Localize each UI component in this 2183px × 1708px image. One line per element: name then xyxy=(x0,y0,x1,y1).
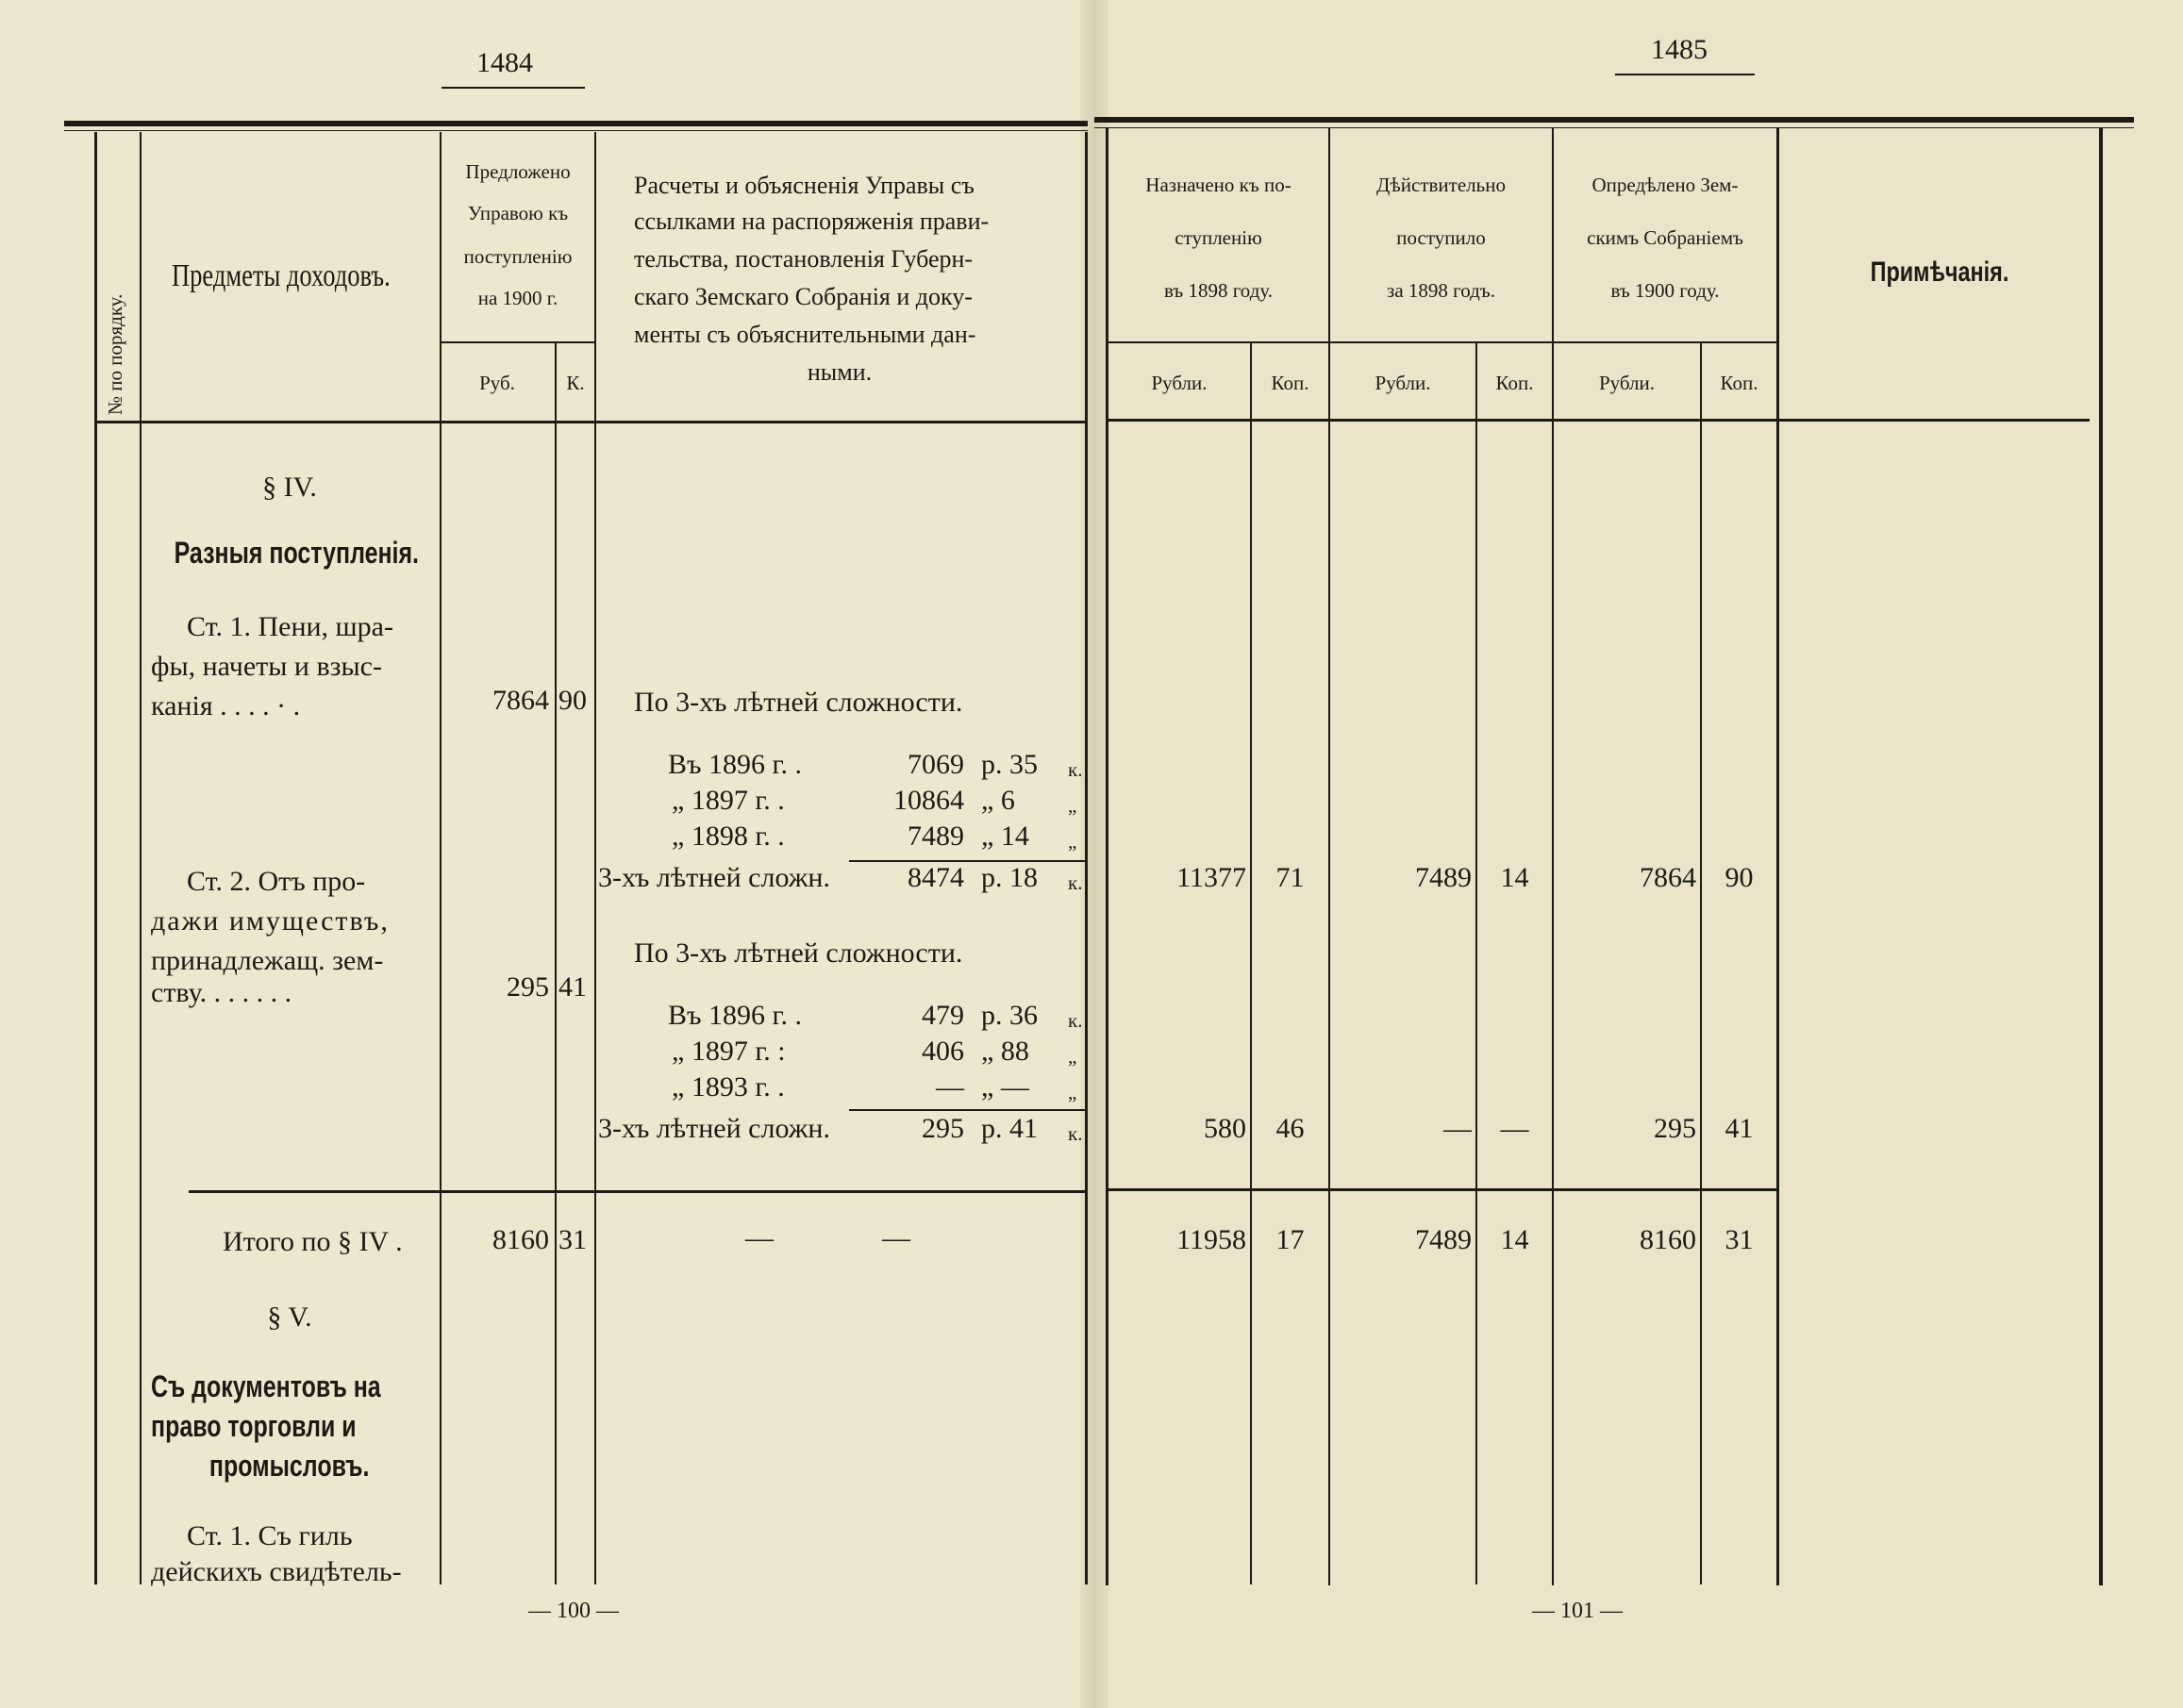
art1-total-value: 8474 xyxy=(908,862,964,893)
vline-assigned-kop xyxy=(1250,341,1252,1584)
art2-year-3-unit: „ — xyxy=(981,1071,1029,1103)
art1-year-2-value: 10864 xyxy=(893,785,964,816)
footer-left: — 100 — xyxy=(528,1599,619,1623)
vline-items xyxy=(440,132,442,1584)
art1-line-2: фы, начеты и взыс- xyxy=(151,651,382,682)
section4-total-determined-kop: 31 xyxy=(1725,1224,1754,1255)
header-rub-3: Рубли. xyxy=(1598,372,1656,394)
section4-heading: Разныя поступленія. xyxy=(174,536,419,570)
art2-year-3-k: „ xyxy=(1068,1081,1077,1103)
header-proposed-4: на 1900 г. xyxy=(477,287,558,309)
section5-heading-2: право торговли и xyxy=(151,1409,357,1443)
art2-line-1: Ст. 2. Отъ про- xyxy=(187,866,366,897)
section4-total-actual-kop: 14 xyxy=(1500,1224,1529,1255)
header-assigned-3: въ 1898 году. xyxy=(1163,279,1274,302)
art1-year-3-unit: „ 14 xyxy=(981,821,1029,852)
header-kop-1: Коп. xyxy=(1271,372,1309,394)
art1-year-3-k: „ xyxy=(1068,830,1077,853)
art1-total-k: к. xyxy=(1068,871,1083,894)
header-actual-1: Дѣйствительно xyxy=(1376,174,1506,196)
header-rule-right xyxy=(1108,419,2090,422)
top-rule-right xyxy=(1094,117,2134,123)
header-kop-short: К. xyxy=(566,372,585,394)
right-page xyxy=(1094,0,2183,1708)
header-rule-left xyxy=(94,421,1088,423)
page-number-rule-left xyxy=(442,87,585,89)
art2-year-2-unit: „ 88 xyxy=(981,1036,1029,1067)
art1-calc-title: По 3-хъ лѣтней сложности. xyxy=(634,687,963,718)
art2-determined-rub: 295 xyxy=(1654,1113,1696,1144)
top-thin-rule-left xyxy=(64,130,1088,131)
art1-line-3: канія . . . . · . xyxy=(151,690,301,721)
section5-heading-3: промысловъ. xyxy=(209,1449,370,1483)
art2-line-3: принадлежащ. зем- xyxy=(151,945,384,976)
total-rule-right xyxy=(1108,1188,1776,1191)
header-calc-5: менты съ объяснительными дан- xyxy=(634,321,976,348)
art2-total-k: к. xyxy=(1068,1122,1083,1145)
art1-year-2: „ 1897 г. . xyxy=(672,785,785,816)
vline-proposed xyxy=(594,132,596,1584)
header-actual-3: за 1898 годъ. xyxy=(1387,279,1495,302)
art2-proposed-kop: 41 xyxy=(558,971,587,1003)
art1-year-2-k: „ xyxy=(1068,794,1077,817)
page-number-rule-right xyxy=(1615,74,1755,75)
art1-sum-rule xyxy=(849,860,1085,862)
header-kop-3: Коп. xyxy=(1720,372,1758,394)
header-items: Предметы доходовъ. xyxy=(172,258,391,293)
art2-assigned-kop: 46 xyxy=(1275,1113,1305,1144)
header-kop-2: Коп. xyxy=(1495,372,1534,394)
art1-year-3: „ 1898 г. . xyxy=(672,821,785,852)
art2-assigned-rub: 580 xyxy=(1204,1113,1246,1144)
art1-year-1-value: 7069 xyxy=(908,749,964,780)
section4-total-assigned-kop: 17 xyxy=(1275,1224,1305,1255)
art2-year-3: „ 1893 г. . xyxy=(672,1071,785,1103)
art1-year-1-unit: р. 35 xyxy=(981,749,1038,780)
section4-total-assigned-rub: 11958 xyxy=(1176,1224,1246,1255)
art2-determined-kop: 41 xyxy=(1725,1113,1754,1144)
vline-assigned xyxy=(1328,128,1330,1585)
vline-determined xyxy=(1776,128,1779,1585)
art1-actual-kop: 14 xyxy=(1500,862,1529,893)
art2-total-value: 295 xyxy=(922,1113,964,1144)
header-no: № по порядку. xyxy=(104,293,126,415)
header-rub-1: Рубли. xyxy=(1151,372,1208,394)
section4-total-dash-1: — xyxy=(745,1222,774,1253)
vline-left-edge xyxy=(94,132,97,1584)
section4-total-label: Итого по § IV . xyxy=(223,1226,403,1257)
art1-actual-rub: 7489 xyxy=(1415,862,1472,893)
art1-year-1-k: к. xyxy=(1068,758,1083,781)
art2-year-1-value: 479 xyxy=(922,1000,964,1031)
vline-determined-kop xyxy=(1700,341,1702,1584)
art2-total-label: 3-хъ лѣтней сложн. xyxy=(598,1113,830,1144)
vline-actual-kop xyxy=(1475,341,1477,1584)
header-calc-4: скаго Земскаго Собранія и доку- xyxy=(634,283,973,310)
art1-assigned-kop: 71 xyxy=(1275,862,1305,893)
art2-proposed-rub: 295 xyxy=(507,971,549,1003)
header-proposed-3: поступленію xyxy=(463,245,573,268)
vline-rub-kop xyxy=(555,341,557,1584)
section5-art1-line-1: Ст. 1. Съ гиль xyxy=(187,1520,353,1551)
art2-year-2: „ 1897 г. : xyxy=(672,1036,786,1067)
art2-year-1-unit: р. 36 xyxy=(981,1000,1038,1031)
header-proposed-2: Управою къ xyxy=(467,202,569,224)
page-number-right: 1485 xyxy=(1651,34,1708,65)
art2-year-1-k: к. xyxy=(1068,1009,1083,1032)
footer-right: — 101 — xyxy=(1532,1599,1623,1623)
section4-total-determined-rub: 8160 xyxy=(1640,1224,1696,1255)
art1-total-label: 3-хъ лѣтней сложн. xyxy=(598,862,830,893)
subhead-rule-left xyxy=(440,341,594,343)
section5-art1-line-2: дейскихъ свидѣтель- xyxy=(151,1556,402,1587)
vline-no xyxy=(140,132,142,1584)
art1-year-1: Въ 1896 г. . xyxy=(668,749,802,780)
section4-total-dash-2: — xyxy=(882,1222,910,1253)
header-determined-3: въ 1900 году. xyxy=(1610,279,1720,302)
art1-total-unit: р. 18 xyxy=(981,862,1038,893)
art1-determined-rub: 7864 xyxy=(1640,862,1696,893)
art2-year-1: Въ 1896 г. . xyxy=(668,1000,802,1031)
art1-proposed-kop: 90 xyxy=(558,685,587,716)
top-rule-left xyxy=(64,121,1088,126)
vline-actual xyxy=(1552,128,1554,1585)
header-actual-2: поступило xyxy=(1396,226,1486,249)
art2-year-3-value: — xyxy=(936,1071,964,1103)
art1-line-1: Ст. 1. Пени, шра- xyxy=(187,611,393,642)
art1-proposed-rub: 7864 xyxy=(492,685,549,716)
art2-year-2-k: „ xyxy=(1068,1045,1077,1068)
art1-determined-kop: 90 xyxy=(1725,862,1754,893)
header-calc-3: тельства, постановленія Губерн- xyxy=(634,245,974,273)
header-proposed-1: Предложено xyxy=(465,160,571,183)
total-rule-left xyxy=(189,1190,1085,1193)
header-determined-1: Опредѣлено Зем- xyxy=(1591,174,1739,196)
page-number-left: 1484 xyxy=(476,47,533,78)
art2-sum-rule xyxy=(849,1109,1085,1111)
top-thin-rule-right xyxy=(1094,127,2134,128)
header-notes: Примѣчанія. xyxy=(1870,257,2008,288)
section5-heading-1: Съ документовъ на xyxy=(151,1369,381,1403)
section4-total-actual-rub: 7489 xyxy=(1415,1224,1472,1255)
header-rub-2: Рубли. xyxy=(1375,372,1431,394)
art2-year-2-value: 406 xyxy=(922,1036,964,1067)
header-calc-1: Расчеты и объясненія Управы съ xyxy=(634,172,975,199)
header-determined-2: скимъ Собраніемъ xyxy=(1587,226,1743,249)
art2-total-unit: р. 41 xyxy=(981,1113,1038,1144)
vline-right-edge xyxy=(2099,128,2103,1585)
header-calc-2: ссылками на распоряженія прави- xyxy=(634,207,990,235)
art1-assigned-rub: 11377 xyxy=(1176,862,1246,893)
header-assigned-1: Назначено къ по- xyxy=(1145,174,1291,196)
art2-actual-rub: — xyxy=(1443,1113,1472,1144)
art2-actual-kop: — xyxy=(1500,1113,1529,1144)
art1-year-3-value: 7489 xyxy=(908,821,964,852)
subhead-rule-right xyxy=(1108,341,1776,343)
section5-title: § V. xyxy=(267,1302,312,1333)
section4-total-rub: 8160 xyxy=(492,1224,549,1255)
art2-line-4: ству. . . . . . . xyxy=(151,977,292,1008)
header-assigned-2: ступленію xyxy=(1175,226,1262,249)
header-calc-6: ными. xyxy=(807,358,873,386)
art2-line-2: дажи имуществъ, xyxy=(151,905,390,937)
vline-right-gutter xyxy=(1106,128,1108,1585)
section4-total-kop: 31 xyxy=(558,1224,587,1255)
art1-year-2-unit: „ 6 xyxy=(981,785,1015,816)
header-rub-short: Руб. xyxy=(479,372,515,394)
art2-calc-title: По 3-хъ лѣтней сложности. xyxy=(634,937,963,969)
vline-left-gutter xyxy=(1085,132,1088,1584)
section4-title: § IV. xyxy=(262,472,317,503)
